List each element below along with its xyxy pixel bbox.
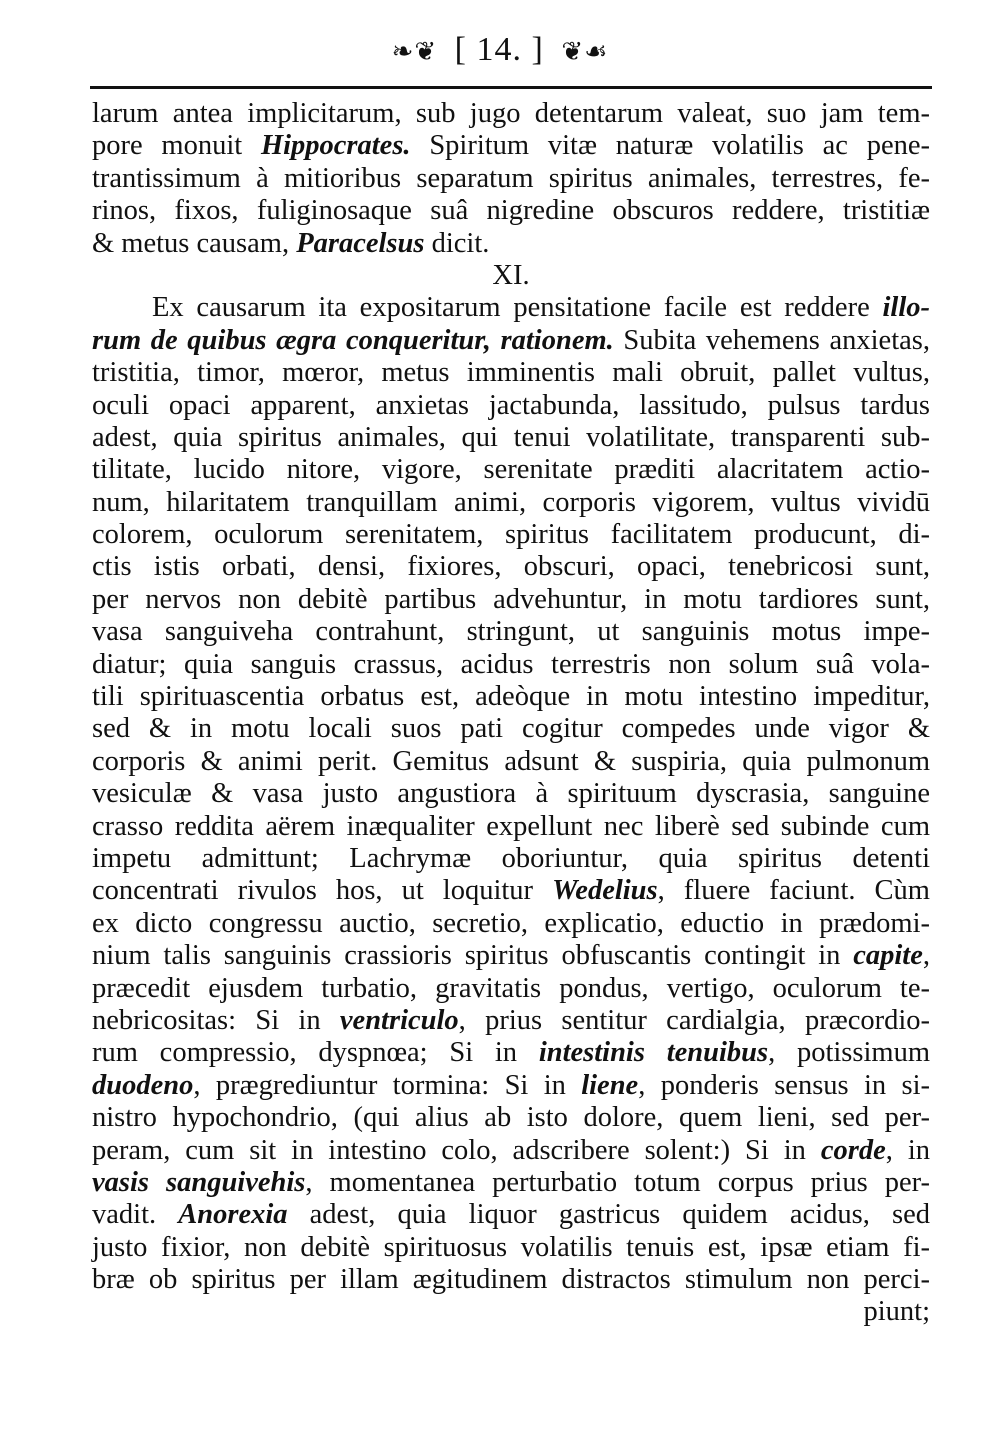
text-line bbox=[92, 1167, 930, 1199]
text-line bbox=[92, 422, 930, 454]
text-segment: impetu admittunt; Lachrymæ oboriuntur, quia spiritus detenti bbox=[92, 842, 930, 874]
text-line bbox=[92, 325, 930, 357]
body-text bbox=[92, 98, 930, 1329]
text-line bbox=[92, 1296, 930, 1328]
italic-text: capite bbox=[853, 940, 923, 972]
text-segment: sed & in motu locali suos pati cogitur compedes unde vigor & bbox=[92, 713, 930, 745]
text-segment: vadit. bbox=[92, 1199, 179, 1231]
italic-text: Hippocrates. bbox=[260, 130, 411, 162]
text-segment: larum antea implicitarum, sub jugo detentarum valeat, suo jam tem- bbox=[92, 98, 930, 129]
text-segment: pore monuit bbox=[92, 130, 261, 162]
text-line bbox=[92, 1070, 930, 1102]
text-segment: per nervos non debitè partibus advehuntur, in motu tardiores sunt, bbox=[92, 583, 930, 615]
text-line bbox=[92, 1199, 930, 1231]
text-line bbox=[92, 454, 930, 486]
text-segment: nium talis sanguinis crassioris spiritus obfuscantis contingit in bbox=[92, 940, 854, 972]
text-segment: , prius sentitur cardialgia, præcordio- bbox=[458, 1004, 930, 1036]
text-segment: adest, quia spiritus animales, qui tenui volatilitate, transparenti sub- bbox=[92, 421, 930, 453]
text-segment: , in bbox=[885, 1134, 930, 1166]
italic-text: rum de quibus ægra conqueritur, rationem. bbox=[92, 324, 614, 356]
text-line bbox=[92, 681, 930, 713]
text-segment: , ponderis sensus in si- bbox=[638, 1069, 930, 1101]
text-line bbox=[92, 811, 930, 843]
text-segment: num, hilaritatem tranquillam animi, corporis vigorem, vultus vividū bbox=[92, 486, 930, 518]
text-line bbox=[92, 130, 930, 162]
text-segment: vesiculæ & vasa justo angustiora à spirituum dyscrasia, sanguine bbox=[92, 778, 930, 810]
text-segment: tristitia, timor, mœror, metus imminentis mali obruit, pallet vultus, bbox=[92, 357, 930, 389]
text-segment: , bbox=[922, 940, 930, 972]
text-line bbox=[92, 1037, 930, 1069]
text-segment: Ex causarum ita expositarum pensitatione facile est reddere bbox=[152, 292, 883, 324]
text-line bbox=[92, 1102, 930, 1134]
text-line bbox=[92, 616, 930, 648]
text-line bbox=[92, 98, 930, 130]
text-line bbox=[92, 1005, 930, 1037]
italic-text: intestinis tenuibus bbox=[538, 1037, 769, 1069]
text-line bbox=[92, 649, 930, 681]
text-line bbox=[92, 584, 930, 616]
text-line bbox=[92, 940, 930, 972]
text-segment: , potissimum bbox=[768, 1037, 930, 1069]
text-segment: peram, cum sit in intestino colo, adscribere solent:) Si in bbox=[92, 1134, 821, 1166]
text-line bbox=[92, 519, 930, 551]
text-line bbox=[92, 778, 930, 810]
text-line bbox=[92, 551, 930, 583]
italic-text: illo- bbox=[882, 292, 930, 324]
running-header bbox=[0, 28, 1000, 74]
text-line bbox=[92, 1232, 930, 1264]
text-segment: rum compressio, dyspnœa; Si in bbox=[92, 1037, 539, 1069]
italic-text: Paracelsus bbox=[296, 227, 425, 259]
text-segment: , prægrediuntur tormina: Si in bbox=[193, 1069, 582, 1101]
text-line bbox=[92, 487, 930, 519]
text-segment: crasso reddita aërem inæqualiter expellunt nec liberè sed subinde cum bbox=[92, 810, 930, 842]
text-segment: ctis istis orbati, densi, fixiores, obscuri, opaci, tenebricosi sunt, bbox=[92, 551, 930, 583]
text-segment: tili spirituascentia orbatus est, adeòque in motu intestino impeditur, bbox=[92, 681, 930, 713]
text-segment: Spiritum vitæ naturæ volatilis ac pene- bbox=[410, 130, 930, 162]
text-line bbox=[92, 875, 930, 907]
text-line bbox=[92, 908, 930, 940]
text-segment: rinos, fixos, fuliginosaque suâ nigredine obscuros reddere, tristitiæ bbox=[92, 195, 930, 227]
italic-text: duodeno bbox=[92, 1069, 194, 1101]
text-line bbox=[92, 843, 930, 875]
text-segment: dicit. bbox=[424, 227, 490, 259]
italic-text: liene bbox=[581, 1069, 639, 1101]
text-segment: & metus causam, bbox=[92, 227, 297, 259]
text-line bbox=[92, 713, 930, 745]
text-segment: adest, quia liquor gastricus quidem acidus, sed bbox=[287, 1199, 930, 1231]
text-line bbox=[92, 746, 930, 778]
page-number: [ 14. ] bbox=[454, 31, 544, 68]
text-segment: corporis & animi perit. Gemitus adsunt & suspiria, quia pulmonum bbox=[92, 745, 930, 777]
text-segment: tilitate, lucido nitore, vigore, serenitate præditi alacritatem actio- bbox=[92, 454, 930, 486]
text-segment: vasa sanguiveha contrahunt, stringunt, ut sanguinis motus impe- bbox=[92, 616, 930, 648]
italic-text: ventriculo bbox=[339, 1004, 459, 1036]
text-line bbox=[92, 1264, 930, 1296]
text-line bbox=[92, 1135, 930, 1167]
italic-text: Wedelius bbox=[552, 875, 658, 907]
text-segment: colorem, oculorum serenitatem, spiritus facilitatem producunt, di- bbox=[92, 519, 930, 551]
ornament-left-icon: ❧❦ bbox=[391, 37, 438, 67]
italic-text: corde bbox=[820, 1134, 886, 1166]
text-segment: trantissimum à mitioribus separatum spiritus animales, terrestres, fe- bbox=[92, 162, 930, 194]
text-line bbox=[92, 357, 930, 389]
text-segment: ex dicto congressu auctio, secretio, explicatio, eductio in prædomi- bbox=[92, 907, 930, 939]
italic-text: vasis sanguivehis bbox=[92, 1166, 306, 1198]
text-segment: nistro hypochondrio, (qui alius ab isto dolore, quem lieni, sed per- bbox=[92, 1102, 930, 1134]
italic-text: Anorexia bbox=[178, 1199, 288, 1231]
text-segment: XI. bbox=[492, 259, 530, 291]
text-line bbox=[92, 973, 930, 1005]
text-segment: Subita vehemens anxietas, bbox=[613, 324, 930, 356]
text-line bbox=[92, 390, 930, 422]
text-segment: concentrati rivulos hos, ut loquitur bbox=[92, 875, 553, 907]
header-rule bbox=[90, 86, 932, 89]
text-segment: bræ ob spiritus per illam ægitudinem distractos stimulum non perci- bbox=[92, 1264, 930, 1296]
text-segment: , fluere faciunt. Cùm bbox=[657, 875, 930, 907]
text-line bbox=[92, 195, 930, 227]
ornament-right-icon: ❦☙ bbox=[561, 37, 609, 67]
text-segment: nebricositas: Si in bbox=[92, 1004, 340, 1036]
text-segment: piunt; bbox=[863, 1296, 930, 1328]
text-line bbox=[92, 163, 930, 195]
text-line bbox=[92, 292, 930, 324]
text-line bbox=[92, 228, 930, 260]
text-segment: diatur; quia sanguis crassus, acidus terrestris non solum suâ vola- bbox=[92, 648, 930, 680]
text-segment: justo fixior, non debitè spirituosus volatilis tenuis est, ipsæ etiam fi- bbox=[92, 1231, 930, 1263]
section-heading bbox=[92, 260, 930, 292]
text-segment: præcedit ejusdem turbatio, gravitatis pondus, vertigo, oculorum te- bbox=[92, 972, 930, 1004]
text-segment: oculi opaci apparent, anxietas jactabunda, lassitudo, pulsus tardus bbox=[92, 389, 930, 421]
text-segment: , momentanea perturbatio totum corpus prius per- bbox=[305, 1166, 931, 1198]
